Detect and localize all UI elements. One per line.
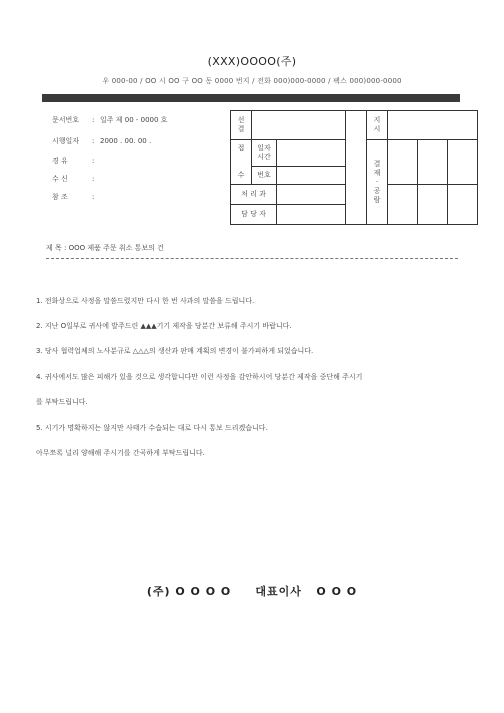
- field-label: 경 유: [52, 157, 68, 165]
- approval-slot-3[interactable]: [448, 140, 478, 185]
- gyeoljae-gongram-label: 결 재 · 공 람: [367, 140, 388, 225]
- jisi-cell[interactable]: [388, 111, 478, 140]
- field-recipient: 수 신 :: [52, 175, 95, 183]
- field-value: 2000 . 00. 00 .: [100, 137, 152, 145]
- field-issue-date: 시행일자 : 2000 . 00. 00 .: [52, 137, 152, 145]
- body-line: 2. 지난 O일부로 귀사에 발주드린 ▲▲▲기기 제작을 당분간 보류해 주시기 바랍니다.: [36, 322, 292, 330]
- approval-slot-2[interactable]: [418, 140, 448, 185]
- seon-gyeol-cell[interactable]: [252, 111, 346, 140]
- cheorigwa-cell[interactable]: [277, 185, 346, 205]
- body-line: 4. 귀사에서도 많은 피해가 있을 것으로 생각합니다만 이런 사정을 감안하시어 당분간 제작을 중단해 주시기: [36, 373, 363, 381]
- subject-value: OOO 제품 주문 취소 통보의 건: [68, 244, 164, 252]
- field-value: 일주 제 00 - 0000 호: [100, 116, 168, 124]
- subject-line: 제 목 : OOO 제품 주문 취소 통보의 건: [46, 244, 164, 252]
- subject-divider: [46, 258, 458, 259]
- signature-line: (주) O O O O 대표이사 O O O: [146, 585, 358, 598]
- approval-slot-4[interactable]: [388, 185, 418, 225]
- subject-label: 제 목: [46, 244, 62, 252]
- body-line: 3. 당사 협력업체의 노사분규로 △△△의 생산과 판매 계획의 변경이 불가피하게 되었습니다.: [36, 347, 314, 355]
- body-line: 1. 전화상으로 사정을 말씀드렸지만 다시 한 번 사과의 말씀을 드립니다.: [36, 297, 255, 305]
- approval-slot-5[interactable]: [418, 185, 448, 225]
- damdangja-cell[interactable]: [277, 205, 346, 225]
- damdangja-label: 담 당 자: [231, 205, 277, 225]
- ilja-sigan-cell[interactable]: [277, 140, 346, 167]
- beonho-label: 번호: [252, 167, 277, 185]
- approval-slot-6[interactable]: [448, 185, 478, 225]
- field-via: 경 유 :: [52, 157, 95, 165]
- body-line: 를 부탁드립니다.: [36, 398, 88, 406]
- header-divider-bar: [42, 94, 460, 102]
- body-line: 아무쪼록 널리 양해해 주시기를 간곡하게 부탁드립니다.: [36, 449, 205, 457]
- field-reference: 참 조 :: [52, 193, 95, 201]
- approval-box: [230, 110, 478, 225]
- body-line: 5. 시기가 명확하지는 않지만 사태가 수습되는 대로 다시 통보 드리겠습니다.: [36, 424, 268, 432]
- seon-gyeol-label: 선 결: [231, 111, 252, 140]
- jisi-label: 지 시: [367, 111, 388, 140]
- field-label: 참 조: [52, 193, 68, 201]
- field-label: 시행일자: [52, 137, 80, 145]
- field-doc-number: 문서번호 : 일주 제 00 - 0000 호: [52, 116, 168, 124]
- company-address: 우 000-00 / OO 시 OO 구 OO 동 0000 번지 / 전화 000)000-0000 / 팩스 000)000-0000: [102, 77, 402, 85]
- signature-gap: [346, 111, 367, 225]
- cheorigwa-label: 처 리 과: [231, 185, 277, 205]
- jeop-su-label: 접 수: [231, 140, 252, 185]
- beonho-cell[interactable]: [277, 167, 346, 185]
- field-label: 수 신: [52, 175, 68, 183]
- company-title: (XXX)OOOO(주): [207, 55, 297, 68]
- ilja-sigan-label: 일자 시간: [252, 140, 277, 167]
- field-label: 문서번호: [52, 116, 80, 124]
- approval-slot-1[interactable]: [388, 140, 418, 185]
